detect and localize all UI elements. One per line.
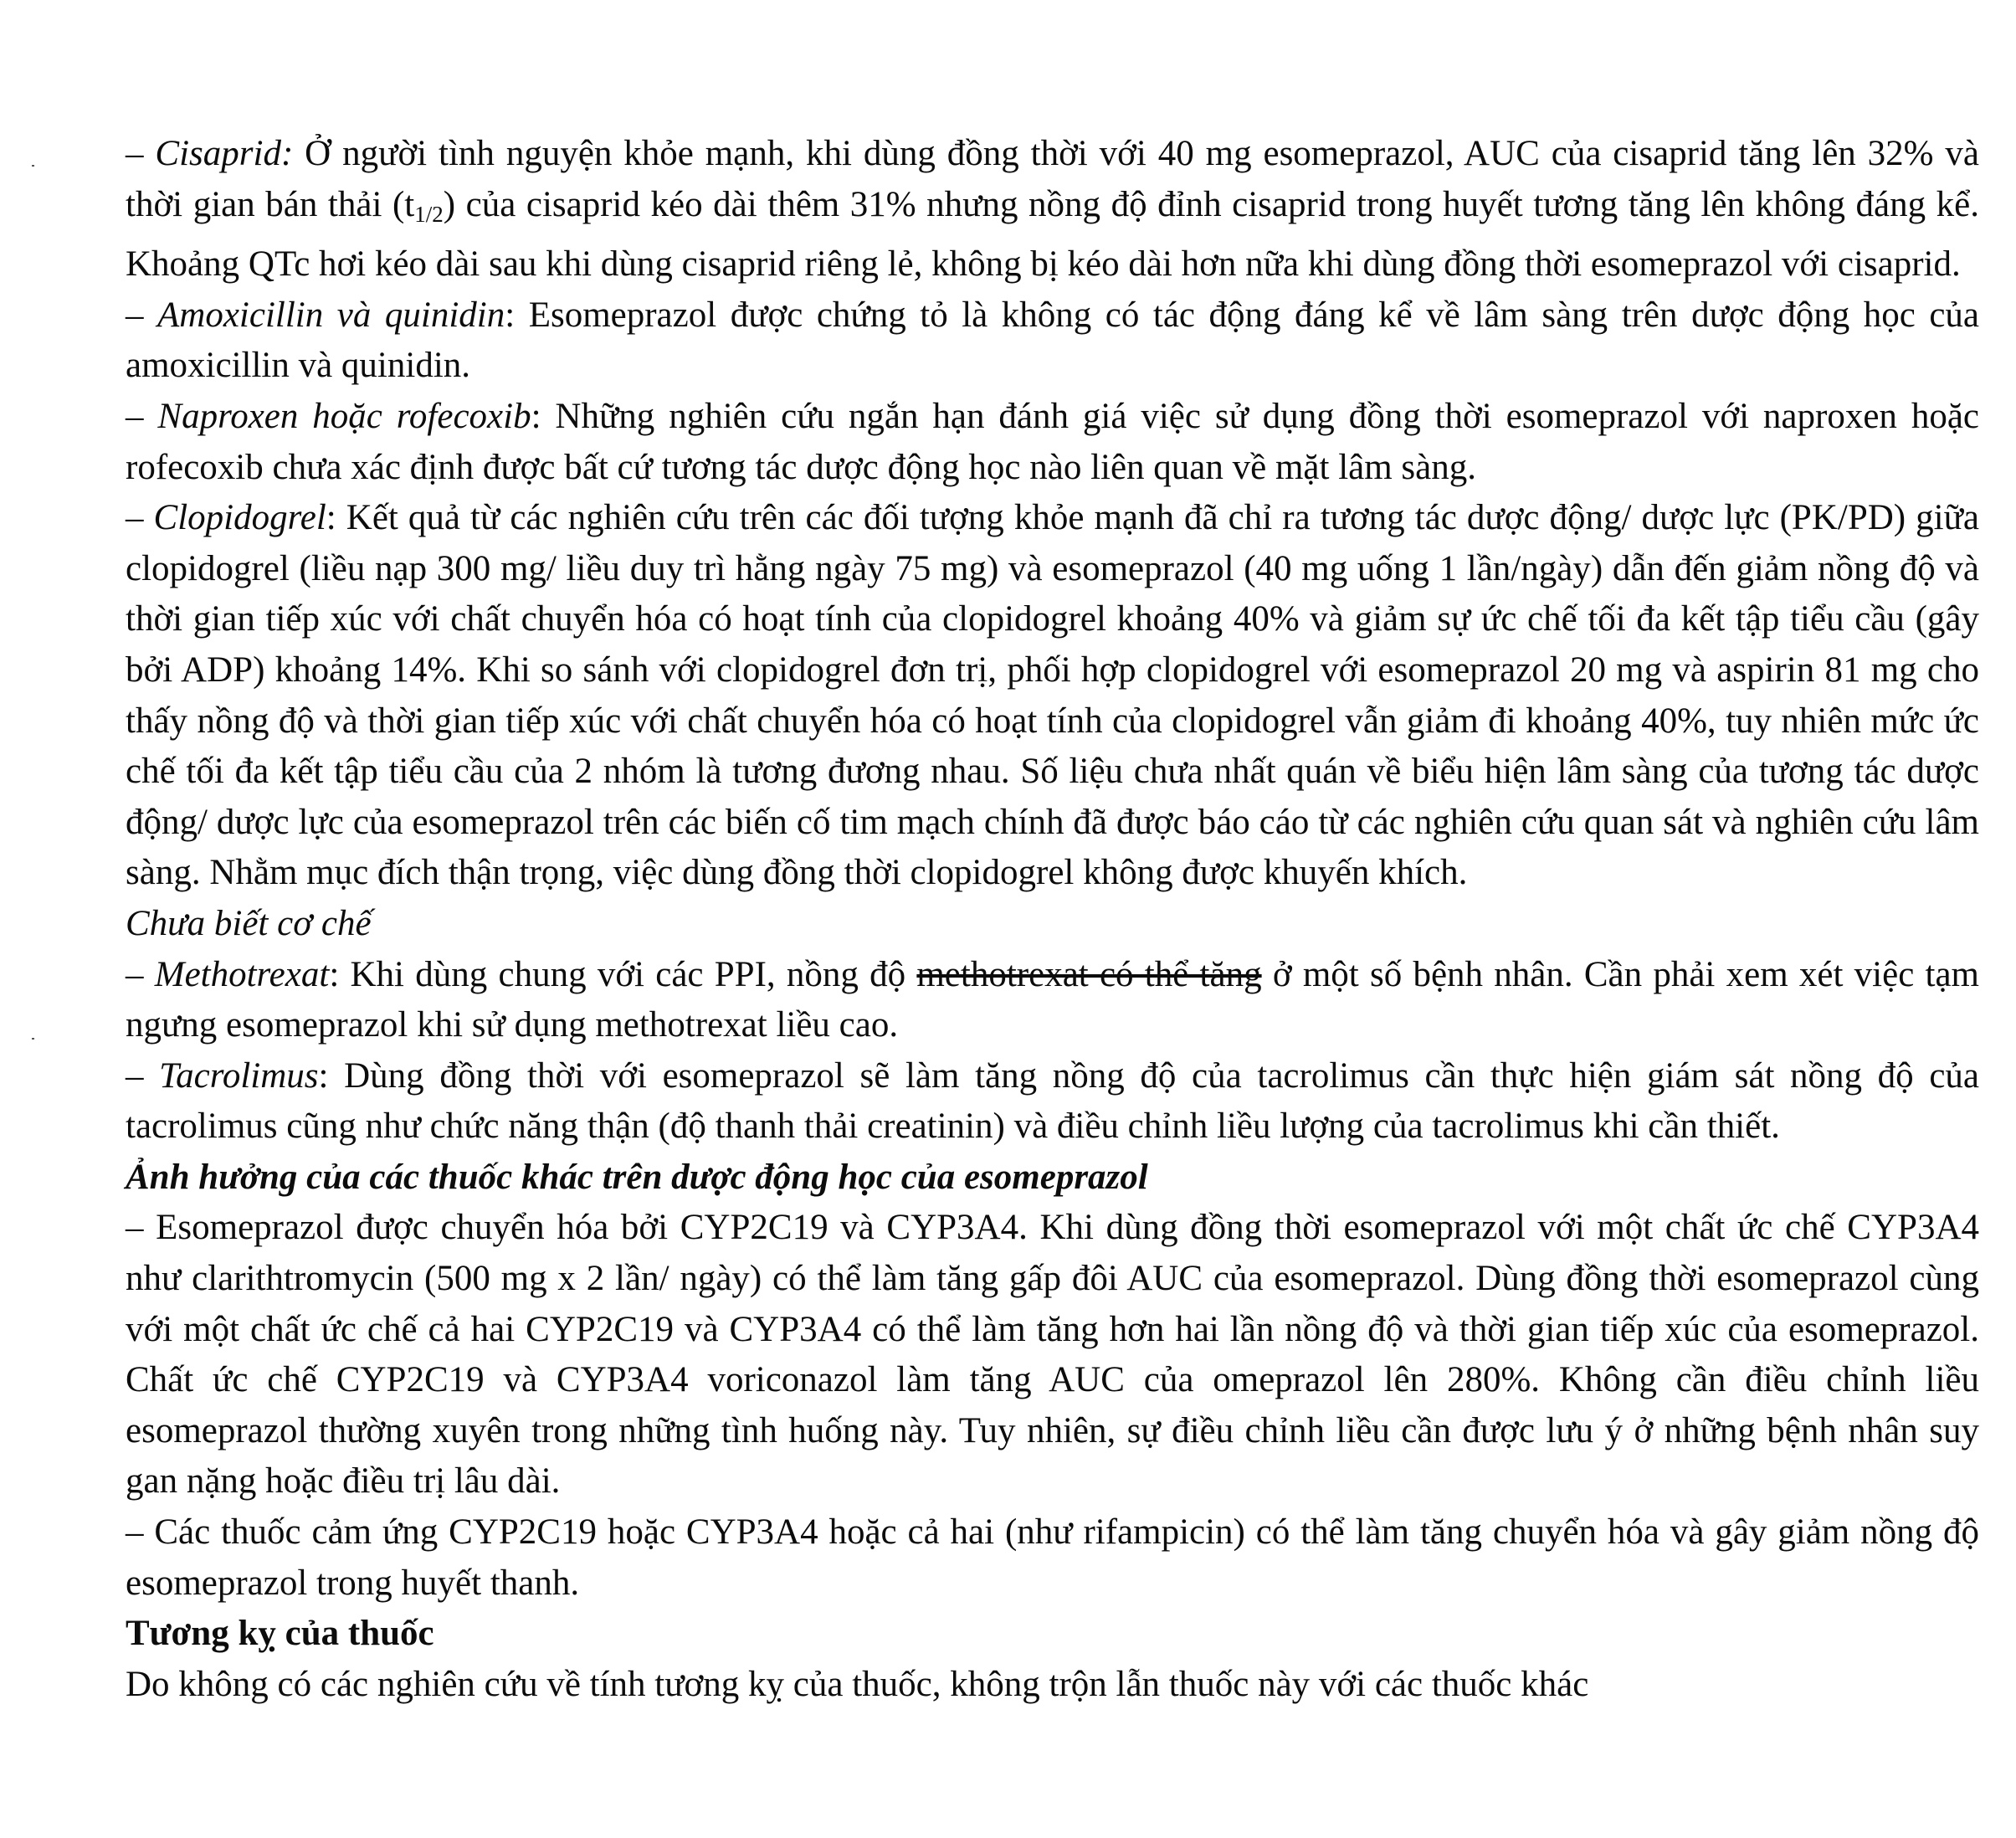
scan-speck [32,1038,34,1040]
section-heading-other-drugs: Ảnh hưởng của các thuốc khác trên dược động học của esomeprazol [126,1157,1148,1197]
paragraph-naproxen: – Naproxen hoặc rofecoxib: Những nghiên cứu ngắn hạn đánh giá việc sử dụng đồng thời esomeprazol với naproxen hoặc rofecoxib chưa xác định được bất cứ tương tác dược động học nào liên quan về mặt lâm sàng. [126,396,1979,487]
scan-speck [32,165,34,167]
half-life-subscript: 1/2 [414,201,444,227]
paragraph-cisaprid: – Cisaprid: Ở người tình nguyện khỏe mạnh, khi dùng đồng thời với 40 mg esomeprazol, AUC của cisaprid tăng lên 32% và thời gian bán thải $(t_{1/2})$ của cisaprid kéo dài thêm 31% nhưng nồng độ đỉnh cisaprid trong huyết tương tăng lên không đáng kể. Khoảng QTc hơi kéo dài sau khi dùng cisaprid riêng lẻ, không bị kéo dài hơn nữa khi dùng đồng thời esomeprazol với cisaprid. [126,134,1980,285]
unknown-mechanism-label: Chưa biết cơ chế [126,903,372,943]
paragraph-methotrexat: – Methotrexat: Khi dùng chung với các PPI, nồng độ methotrexat có thể tăng ở một số bệnh nhân. Cần phải xem xét việc tạm ngưng esomeprazol khi sử dụng methotrexat liều cao. [126,954,1980,1045]
paragraph-clopidogrel: – Clopidogrel: Kết quả từ các nghiên cứu trên các đối tượng khỏe mạnh đã chỉ ra tương tác dược động/ dược lực (PK/PD) giữa clopidogrel (liều nạp 300 mg/ liều duy trì hằng ngày 75 mg) và esomeprazol (40 mg uống 1 lần/ngày) dẫn đến giảm nồng độ và thời gian tiếp xúc với chất chuyển hóa có hoạt tính của clopidogrel khoảng 40% và giảm sự ức chế tối đa kết tập tiểu cầu (gây bởi ADP) khoảng 14%. Khi so sánh với clopidogrel đơn trị, phối hợp clopidogrel với esomeprazol 20 mg và aspirin 81 mg cho thấy nồng độ và thời gian tiếp xúc với chất chuyển hóa có hoạt tính của clopidogrel vẫn giảm đi khoảng 40%, tuy nhiên mức ức chế tối đa kết tập tiểu cầu của 2 nhóm là tương đương nhau. Số liệu chưa nhất quán về biểu hiện lâm sàng của tương tác dược động/ dược lực của esomeprazol trên các biến cố tim mạch chính đã được báo cáo từ các nghiên cứu quan sát và nghiên cứu lâm sàng. Nhằm mục đích thận trọng, việc dùng đồng thời clopidogrel không được khuyến khích. [126,498,1979,893]
document-body [126,129,1979,1710]
paragraph-tacrolimus: – Tacrolimus: Dùng đồng thời với esomeprazol sẽ làm tăng nồng độ của tacrolimus cần thực hiện giám sát nồng độ của tacrolimus cũng như chức năng thận (độ thanh thải creatinin) và điều chỉnh liều lượng của tacrolimus khi cần thiết. [126,1055,1980,1147]
struck-text: methotrexat có thể tăng [916,954,1262,994]
paragraph-cyp-inhibitors: – Esomeprazol được chuyển hóa bởi CYP2C19 và CYP3A4. Khi dùng đồng thời esomeprazol với một chất ức chế CYP3A4 như clarithtromycin (500 mg x 2 lần/ ngày) có thể làm tăng gấp đôi AUC của esomeprazol. Dùng đồng thời esomeprazol cùng với một chất ức chế cả hai CYP2C19 và CYP3A4 có thể làm tăng hơn hai lần nồng độ và thời gian tiếp xúc của esomeprazol. Chất ức chế CYP2C19 và CYP3A4 voriconazol làm tăng AUC của omeprazol lên 280%. Không cần điều chỉnh liều esomeprazol thường xuyên trong những tình huống này. Tuy nhiên, sự điều chỉnh liều cần được lưu ý ở những bệnh nhân suy gan nặng hoặc điều trị lâu dài. [126,1208,1979,1502]
drug-name: Methotrexat [154,954,330,994]
paragraph-amoxicillin: – Amoxicillin và quinidin: Esomeprazol được chứng tỏ là không có tác động đáng kể về lâm sàng trên dược động học của amoxicillin và quinidin. [126,295,1980,386]
drug-name: Amoxicillin và quinidin [157,295,505,335]
drug-name: Cisaprid: [155,134,294,173]
paragraph-incompatibility: Do không có các nghiên cứu về tính tương kỵ của thuốc, không trộn lẫn thuốc này với các thuốc khác [126,1664,1589,1704]
section-heading-incompatibility: Tương kỵ của thuốc [126,1614,434,1654]
drug-name: Tacrolimus [159,1055,319,1096]
drug-name: Naproxen hoặc rofecoxib [157,396,531,436]
drug-name: Clopidogrel [153,498,326,538]
paragraph-cyp-inducers: – Các thuốc cảm ứng CYP2C19 hoặc CYP3A4 hoặc cả hai (như rifampicin) có thể làm tăng chuyển hóa và gây giảm nồng độ esomeprazol trong huyết thanh. [126,1512,1979,1603]
